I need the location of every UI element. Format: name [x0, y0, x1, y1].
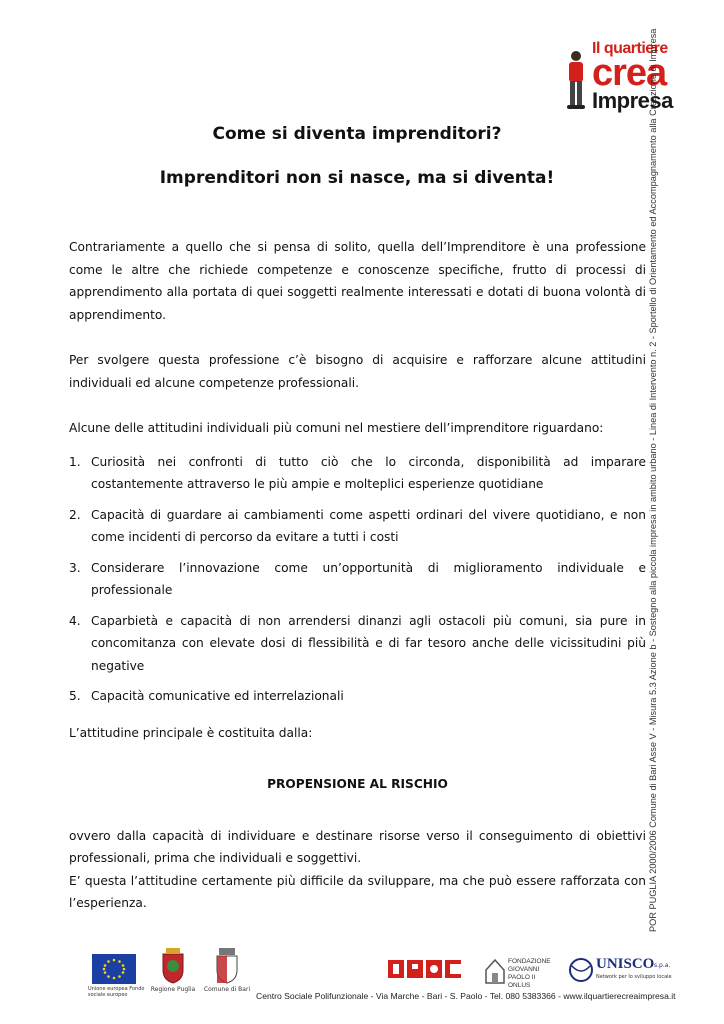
list-item [69, 504, 646, 549]
attitudes-list [69, 451, 646, 708]
list-item [69, 451, 646, 496]
comune-bari-crest-icon [214, 948, 240, 984]
paragraph-list-intro: Alcune delle attitudini individuali più comuni nel mestiere dell’imprenditore riguardano: [69, 421, 604, 435]
list-number: 4. [69, 613, 81, 628]
paragraph-skills: Per svolgere questa professione c’è bisogno di acquisire e rafforzare alcune attitudini individuali ed alcune competenze professionali. [69, 353, 646, 390]
paragraph-definition: ovvero dalla capacità di individuare e destinare risorse verso il conseguimento di obiettivi professionali, prima che individuali e soggettivi. [69, 828, 646, 865]
list-item [69, 685, 646, 708]
unisco-tagline: Network per lo sviluppo locale [596, 974, 672, 980]
page-subtitle: Imprenditori non si nasce, ma si diventa! [159, 168, 555, 188]
list-item [69, 557, 646, 602]
unisco-logo [568, 954, 672, 986]
page-title: Come si diventa imprenditori? [212, 124, 502, 144]
fondazione-line-1: FONDAZIONE [508, 958, 551, 965]
list-number: 5. [69, 689, 81, 703]
paragraph-intro: Contrariamente a quello che si pensa di solito, quella dell’Imprenditore è una professione come le altre che richiede competenze e conoscenze specifiche, frutto di processi di apprendimento alla portata di quei soggetti realmente interessati e dotati di buona volontà di apprendimento. [69, 240, 646, 322]
ipoc-logo-icon [388, 960, 462, 978]
person-figure-icon [564, 50, 588, 110]
list-item-text: Considerare l’innovazione come un’opportunità di miglioramento individuale e professionale [91, 560, 646, 597]
eu-flag-icon [92, 954, 136, 984]
fondazione-line-3: PAOLO II ONLUS [508, 974, 536, 989]
globe-icon [568, 956, 594, 984]
list-item-text: Capacità comunicative ed interrelazionali [91, 689, 344, 703]
unisco-suffix: s.p.a. [654, 962, 671, 969]
list-item-text: Curiosità nei confronti di tutto ciò che lo circonda, disponibilità ad imparare costantemente attraverso le più ampie e molteplici esperienze quotidiane [91, 454, 646, 491]
list-item-text: Caparbietà e capacità di non arrendersi dinanzi agli ostacoli più comuni, sia pure in concomitanza con elevate dosi di flessibilità e di far tesoro anche delle vicissitudini più negative [91, 613, 646, 673]
logo-line-2: crea [592, 52, 667, 94]
list-item-text: Capacità di guardare ai cambiamenti come aspetti ordinari del vivere quotidiano, e non come incidenti di percorso da evitare a tutti i costi [91, 507, 646, 544]
footer-address: Centro Sociale Polifunzionale - Via Marche - Bari - S. Paolo - Tel. 080 5383366 - www.ilquartierecreaimpresa.it [256, 991, 676, 1001]
list-number: 2. [69, 507, 81, 522]
fondazione-text [508, 958, 556, 990]
fondazione-logo [484, 956, 556, 989]
regione-puglia-caption: Regione Puglia [150, 986, 196, 993]
fondazione-line-2: GIOVANNI [508, 966, 540, 973]
highlight-heading: PROPENSIONE AL RISCHIO [267, 777, 448, 791]
list-number: 1. [69, 454, 81, 469]
list-item [69, 610, 646, 678]
side-funding-note: POR PUGLIA 2000/2006 Comune di Bari Asse V - Misura 5.3 Azione b - Sostegno alla piccola impresa in ambito urbano - Linea di Intervento n. 2 - Sportello di Orientamento ed Accompagnamento alla Creazione di Impresa [648, 28, 658, 932]
logo-line-1: Il quartiere [592, 40, 668, 57]
eu-caption: Unione europea Fondo sociale europeo [88, 986, 145, 998]
paragraph-conclusion: E’ questa l’attitudine certamente più difficile da sviluppare, ma che può essere rafforzata con l’esperienza. [69, 873, 646, 910]
document-body [69, 236, 646, 915]
paragraph-main-attitude: L’attitudine principale è costituita dalla: [69, 725, 313, 740]
logo-line-3: Impresa [592, 88, 673, 113]
list-number: 3. [69, 560, 81, 575]
comune-bari-caption: Comune di Bari [203, 986, 251, 993]
house-icon [484, 956, 506, 984]
regione-puglia-crest-icon [160, 948, 186, 984]
unisco-name: UNISCO [596, 956, 655, 972]
